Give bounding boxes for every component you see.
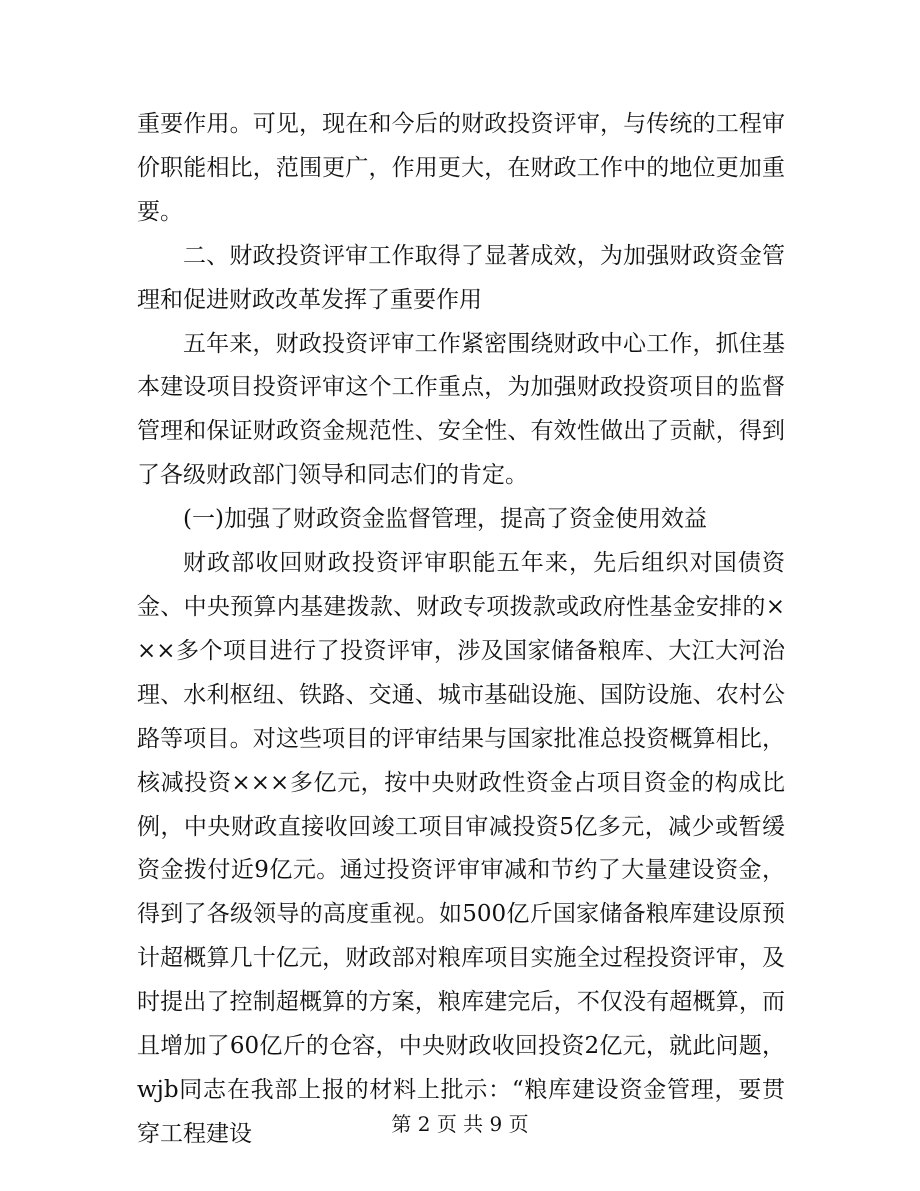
page-footer: 第 2 页 共 9 页 xyxy=(391,1112,529,1136)
paragraph-continuation: 重要作用。可见，现在和今后的财政投资评审，与传统的工程审价职能相比，范围更广，作用更大，在财政工作中的地位更加重要。 xyxy=(137,111,785,225)
paragraph-funding-review: 财政部收回财政投资评审职能五年来，先后组织对国债资金、中央预算内基建拨款、财政专项拨款或政府性基金安排的×××多个项目进行了投资评审，涉及国家储备粮库、大江大河治理、水利枢纽、铁路、交通、城市基础设施、国防设施、农村公路等项目。对这些项目的评审结果与国家批准总投资概算相比，核减投资×××多亿元，按中央财政性资金占项目资金的构成比例，中央财政直接收回竣工项目审减投资5亿多元，减少或暂缓资金拨付近9亿元。通过投资评审审减和节约了大量建设资金，得到了各级领导的高度重视。如500亿斤国家储备粮库建设原预计超概算几十亿元，财政部对粮库项目实施全过程投资评审，及时提出了控制超概算的方案，粮库建完后，不仅没有超概算，而且增加了60亿斤的仓容，中央财政收回投资2亿元，就此问题，wjb同志在我部上报的材料上批示：“粮库建设资金管理，要贯穿工程建设 xyxy=(137,550,785,1147)
document-body xyxy=(137,103,785,1157)
paragraph-five-years: 五年来，财政投资评审工作紧密围绕财政中心工作，抓住基本建设项目投资评审这个工作重点，为加强财政投资项目的监督管理和保证财政资金规范性、安全性、有效性做出了贡献，得到了各级财政部门领导和同志们的肯定。 xyxy=(137,330,785,489)
subsection-heading-one: (一)加强了财政资金监督管理，提高了资金使用效益 xyxy=(183,506,707,533)
section-heading-two: 二、财政投资评审工作取得了显著成效，为加强财政资金管理和促进财政改革发挥了重要作用 xyxy=(137,242,785,313)
